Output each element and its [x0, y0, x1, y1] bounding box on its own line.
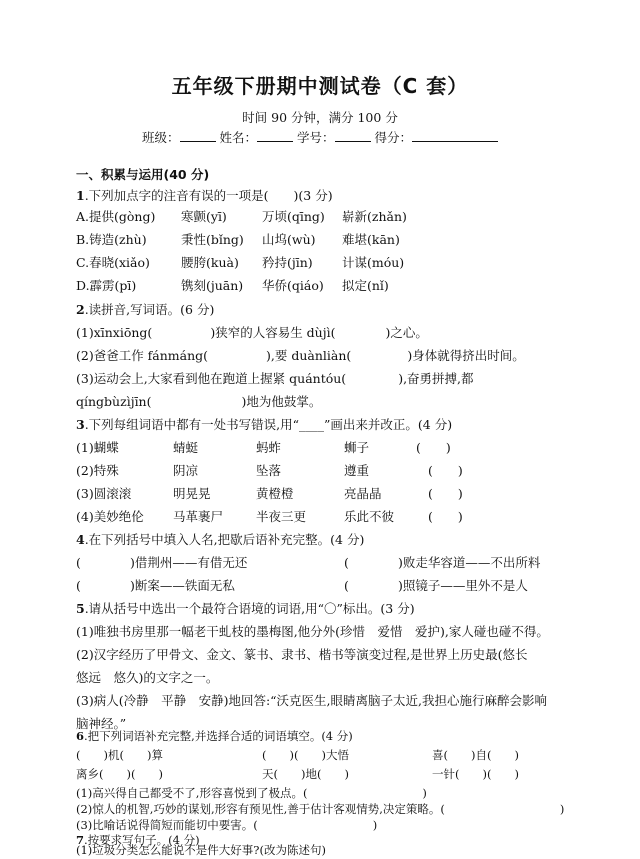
q5-line-1: (1)唯独书房里那一幅老干虬枝的墨梅图,他分外(珍惜 爱惜 爱护),家人碰也碰不得。 [76, 624, 549, 639]
option-item: 难堪(kān) [342, 232, 400, 247]
option-item: 寒颤(yī) [181, 209, 227, 224]
question-number: 6 [76, 729, 85, 743]
text-fragment: )地为他鼓掌。 [241, 394, 322, 409]
word-item: 明晃晃 [173, 486, 211, 501]
question-number: 1 [76, 188, 85, 203]
xiehouyu-item[interactable]: )断案——铁面无私 [130, 578, 235, 593]
question-stem: .下列每组词语中都有一处书写错误,用“____”画出来并改正。(4 分) [84, 417, 453, 432]
option-item: 山坞(wù) [262, 232, 316, 247]
word-item: 蜻蜓 [173, 440, 199, 455]
question-6 [76, 729, 353, 743]
idiom-blank[interactable]: 一针( )( ) [432, 767, 519, 781]
text-fragment: )身体就得挤出时间。 [407, 348, 525, 363]
idiom-blank[interactable]: 喜( )自( ) [432, 748, 519, 762]
bracket-open: ( [76, 555, 81, 570]
text-fragment: qíngbùzìjīn( [76, 394, 152, 409]
word-item: 亮晶晶 [344, 486, 382, 501]
xiehouyu-item[interactable]: )败走华容道——不出所料 [398, 555, 541, 570]
question-stem: .在下列括号中填入人名,把歇后语补充完整。(4 分) [84, 532, 365, 547]
q5-line-2: (2)汉字经历了甲骨文、金文、篆书、隶书、楷书等演变过程,是世界上历史最(悠长 [76, 647, 528, 662]
question-number: 7 [76, 833, 85, 847]
word-item: (2)特殊 [76, 463, 119, 478]
option-item: 矜持(jīn) [262, 255, 313, 270]
student-info-line [0, 128, 640, 146]
option-item: 腰胯(kuà) [181, 255, 239, 270]
class-blank[interactable] [180, 129, 216, 142]
q5-line-4: (3)病人(冷静 平静 安静)地回答:“沃克医生,眼睛离脑子太近,我担心施行麻醉会影响 [76, 693, 548, 708]
idiom-blank[interactable]: ( )机( )算 [76, 748, 163, 762]
text-fragment: (2)爸爸工作 fánmáng( [76, 348, 209, 363]
answer-blank[interactable]: ( ) [428, 509, 463, 524]
answer-blank[interactable]: ( ) [428, 486, 463, 501]
question-4 [76, 532, 364, 548]
idiom-blank[interactable]: ( )( )大悟 [262, 748, 349, 762]
name-blank[interactable] [257, 129, 293, 142]
word-item: (1)蝴蝶 [76, 440, 119, 455]
answer-blank[interactable]: ( ) [428, 463, 463, 478]
text-fragment: ),奋勇拼搏,都 [398, 371, 474, 386]
word-item: 黄橙橙 [256, 486, 294, 501]
question-number: 3 [76, 417, 85, 432]
question-3 [76, 417, 452, 433]
q2-line-1 [76, 325, 428, 341]
option-item: B.铸造(zhù) [76, 232, 147, 247]
exam-subtitle: 时间 90 分钟，满分 100 分 [242, 110, 398, 125]
xiehouyu-item[interactable]: )照镜子——里外不是人 [398, 578, 528, 593]
word-item: 蛳子 [344, 440, 370, 455]
question-stem: .下列加点字的注音有误的一项是( )(3 分) [84, 188, 333, 203]
question-1 [76, 188, 333, 204]
option-item: 华侨(qiáo) [262, 278, 324, 293]
option-item: 崭新(zhǎn) [342, 209, 407, 224]
q7-line-1: (1)垃圾分类怎么能说不是件大好事?(改为陈述句) [76, 843, 326, 857]
section-heading: 一、积累与运用(40 分) [76, 167, 210, 182]
option-item: A.提供(gòng) [76, 209, 156, 224]
q2-line-2 [76, 348, 525, 364]
word-item: (4)美妙绝伦 [76, 509, 144, 524]
option-item: 万顷(qīng) [262, 209, 325, 224]
idiom-blank[interactable]: 天( )地( ) [262, 767, 349, 781]
word-item: 半夜三更 [256, 509, 307, 524]
word-item: 马革裹尸 [173, 509, 224, 524]
q5-line-3: 悠远 悠久)的文字之一。 [76, 670, 219, 685]
bracket-open: ( [76, 578, 81, 593]
word-item: 遵重 [344, 463, 370, 478]
word-item: (3)圆滚滚 [76, 486, 132, 501]
option-item: C.春晓(xiǎo) [76, 255, 150, 270]
q2-line-3 [76, 371, 474, 387]
xiehouyu-item[interactable]: )借荆州——有借无还 [130, 555, 248, 570]
question-number: 2 [76, 302, 85, 317]
q6-line-2: (2)惊人的机智,巧妙的谋划,形容有预见性,善于估计客观情势,决定策略。( ) [76, 802, 565, 816]
name-label: 姓名： [219, 130, 257, 145]
question-2 [76, 302, 214, 318]
id-label: 学号： [296, 130, 335, 145]
bracket-open: ( [344, 555, 349, 570]
word-item: 蚂蚱 [256, 440, 282, 455]
q2-line-4 [76, 394, 321, 410]
question-stem: .按要求写句子。(4 分) [84, 833, 200, 847]
q6-line-3: (3)比喻话说得简短而能切中要害。( ) [76, 818, 378, 832]
score-blank[interactable] [412, 129, 498, 142]
bracket-open: ( [344, 578, 349, 593]
option-item: 秉性(bǐng) [181, 232, 244, 247]
text-fragment: )狭窄的人容易生 dùjì( [210, 325, 336, 340]
option-item: 镌刻(juān) [181, 278, 244, 293]
q6-line-1: (1)高兴得自己都受不了,形容喜悦到了极点。( ) [76, 786, 427, 800]
question-stem: .把下列词语补充完整,并选择合适的词语填空。(4 分) [84, 729, 353, 743]
text-fragment: (3)运动会上,大家看到他在跑道上握紧 quántóu( [76, 371, 347, 386]
question-stem: .请从括号中选出一个最符合语境的词语,用“〇”标出。(3 分) [84, 601, 415, 616]
question-5 [76, 601, 415, 617]
question-number: 4 [76, 532, 85, 547]
word-item: 阴凉 [173, 463, 199, 478]
q5-line-5: 脑神经。” [76, 716, 127, 731]
word-item: 乐此不彼 [344, 509, 395, 524]
text-fragment: )之心。 [385, 325, 428, 340]
class-label: 班级： [141, 130, 180, 145]
question-stem: .读拼音,写词语。(6 分) [84, 302, 215, 317]
text-fragment: ),要 duànliàn( [266, 348, 352, 363]
word-item: 坠落 [256, 463, 282, 478]
text-fragment: (1)xīnxiōng( [76, 325, 153, 340]
id-blank[interactable] [335, 129, 371, 142]
idiom-blank[interactable]: 离乡( )( ) [76, 767, 163, 781]
exam-title: 五年级下册期中测试卷（C 套） [171, 74, 469, 98]
option-item: 计谋(móu) [342, 255, 405, 270]
option-item: 拟定(nǐ) [342, 278, 389, 293]
score-label: 得分： [374, 130, 412, 145]
answer-blank[interactable]: ( ) [416, 440, 451, 455]
question-number: 5 [76, 601, 85, 616]
option-item: D.霹雳(pī) [76, 278, 137, 293]
